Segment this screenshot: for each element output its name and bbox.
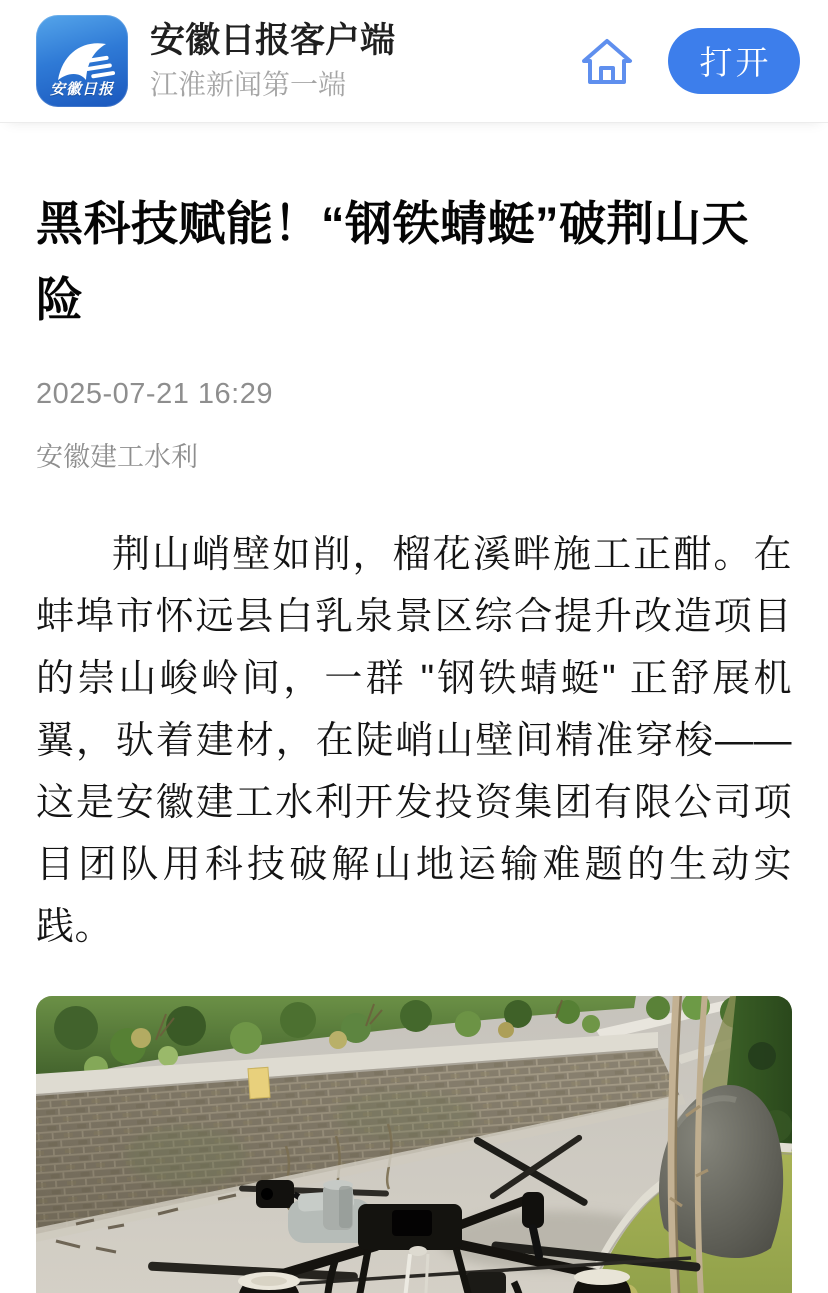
- open-app-button[interactable]: 打开: [668, 28, 800, 94]
- app-meta: [150, 21, 395, 101]
- logo-sail-glyph: [36, 32, 128, 84]
- article-title: 黑科技赋能！“钢铁蜻蜓”破荆山天险: [36, 197, 749, 326]
- photo-wall-sign: [248, 1067, 270, 1098]
- article: [0, 186, 828, 1293]
- anhui-daily-logo-icon[interactable]: [36, 15, 128, 107]
- app-logo-text: 安徽日报: [49, 81, 114, 98]
- app-name: 安徽日报客户端: [150, 20, 396, 60]
- drone-photo-illustration: [36, 996, 792, 1293]
- app-banner: [0, 0, 828, 122]
- home-button[interactable]: [578, 32, 636, 90]
- app-tagline: 江淮新闻第一端: [150, 69, 347, 101]
- home-icon: [580, 34, 634, 88]
- article-photo[interactable]: [36, 996, 792, 1293]
- article-publish-time: 2025-07-21 16:29: [36, 378, 273, 410]
- article-body-paragraph: 荆山峭壁如削，榴花溪畔施工正酣。在蚌埠市怀远县白乳泉景区综合提升改造项目的崇山峻岭间，一群 "钢铁蜻蜓" 正舒展机翼，驮着建材，在陡峭山壁间精准穿梭——这是安徽建工水利开发投资集团有限公司项目团队用科技破解山地运输难题的生动实践。: [36, 534, 792, 948]
- article-source: 安徽建工水利: [36, 442, 198, 472]
